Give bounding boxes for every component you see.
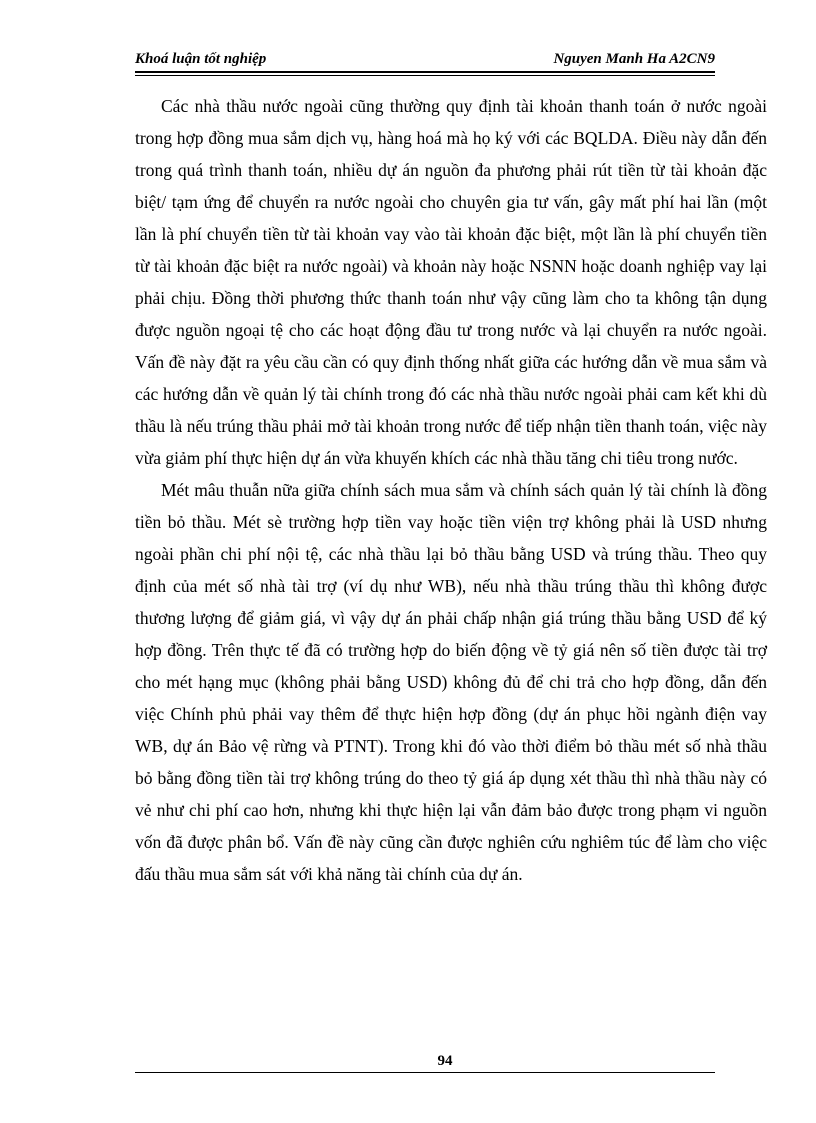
document-body bbox=[135, 90, 767, 890]
header-rule-thin bbox=[135, 75, 715, 76]
paragraph: Mét mâu thuẫn nữa giữa chính sách mua sắm và chính sách quản lý tài chính là đồng tiền bỏ thầu. Mét sè trường hợp tiền vay hoặc tiền viện trợ không phải là USD nhưng ngoài phần chi phí nội tệ, các nhà thầu lại bỏ thầu bằng USD và trúng thầu. Theo quy định của mét số nhà tài trợ (ví dụ như WB), nếu nhà thầu trúng thầu thì không được thương lượng để giảm giá, vì vậy dự án phải chấp nhận giá trúng thầu bằng USD để ký hợp đồng. Trên thực tế đã có trường hợp do biến động về tỷ giá nên số tiền được tài trợ cho mét hạng mục (không phải bằng USD) không đủ để chi trả cho hợp đồng, dẫn đến việc Chính phủ phải vay thêm để thực hiện hợp đồng (dự án phục hồi ngành điện vay WB, dự án Bảo vệ rừng và PTNT). Trong khi đó vào thời điểm bỏ thầu mét số nhà thầu bỏ bằng đồng tiền tài trợ không trúng do theo tỷ giá áp dụng xét thầu thì nhà thầu này có vẻ như chi phí cao hơn, nhưng khi thực hiện lại vẫn đảm bảo được trong phạm vi nguồn vốn đã được phân bổ. Vấn đề này cũng cần được nghiên cứu nghiêm túc để làm cho việc đấu thầu mua sắm sát với khả năng tài chính của dự án. bbox=[135, 480, 767, 884]
header-rule bbox=[135, 71, 715, 73]
header-author: Nguyen Manh Ha A2CN9 bbox=[553, 51, 715, 67]
page-number: 94 bbox=[437, 1053, 453, 1069]
page-header bbox=[135, 50, 715, 68]
header-title: Khoá luận tốt nghiệp bbox=[135, 51, 267, 67]
paragraph: Các nhà thầu nước ngoài cũng thường quy định tài khoản thanh toán ở nước ngoài trong hợp đồng mua sắm dịch vụ, hàng hoá mà họ ký với các BQLDA. Điều này dẫn đến trong quá trình thanh toán, nhiều dự án nguồn đa phương phải rút tiền từ tài khoản đặc biệt/ tạm ứng để chuyển ra nước ngoài cho chuyên gia tư vấn, gây mất phí hai lần (một lần là phí chuyển tiền từ tài khoản vay vào tài khoản đặc biệt, một lần là phí chuyển tiền từ tài khoản đặc biệt ra nước ngoài) và khoản này hoặc NSNN hoặc doanh nghiệp vay lại phải chịu. Đồng thời phương thức thanh toán như vậy cũng làm cho ta không tận dụng được nguồn ngoại tệ cho các hoạt động đầu tư trong nước và lại chuyển ra nước ngoài. Vấn đề này đặt ra yêu cầu cần có quy định thống nhất giữa các hướng dẫn về mua sắm và các hướng dẫn về quản lý tài chính trong đó các nhà thầu nước ngoài phải cam kết khi dù thầu là nếu trúng thầu phải mở tài khoản trong nước để tiếp nhận tiền thanh toán, việc này vừa giảm phí thực hiện dự án vừa khuyến khích các nhà thầu tăng chi tiêu trong nước. bbox=[135, 96, 767, 468]
footer-rule bbox=[135, 1072, 715, 1073]
